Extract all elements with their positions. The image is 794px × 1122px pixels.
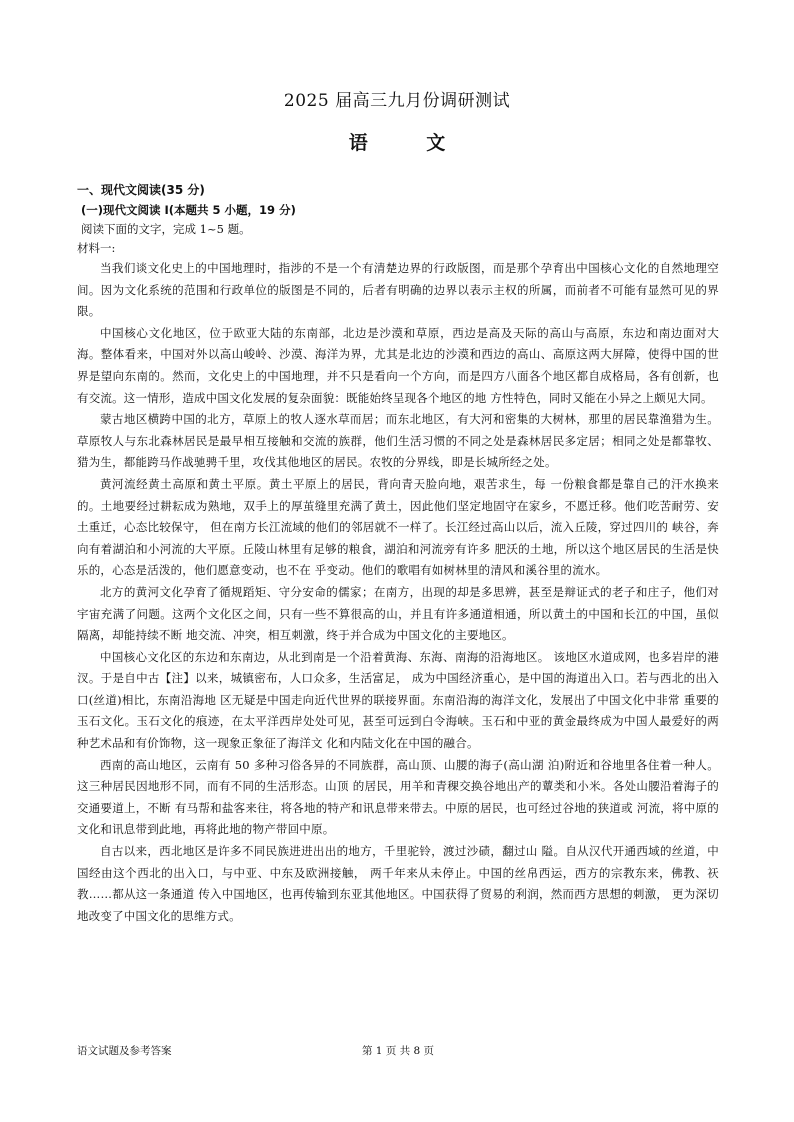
section-heading: 一、现代文阅读(35 分) (77, 183, 205, 197)
subsection-heading: (一)现代文阅读 I(本题共 5 小题，19 分) (81, 203, 296, 217)
exam-title: 2025 届高三九月份调研测试 (283, 91, 511, 111)
paragraph: 西南的高山地区，云南有 50 多种习俗各异的不同族群，高山顶、山腰的海子(高山湖 泊)附近和谷地里各住着一种人。这三种居民因地形不同，而有不同的生活形态。山顶 的居民，用羊和青稞交换谷地出产的蕈类和小米。各处山腰沿着海子的交通要道上，不断 有马帮和盐客来往，将各地的特产和讯息带来带去。中原的居民，也可经过谷地的狭道或 河流，将中原的文化和讯息带到此地，再将此地的物产带回中原。 (77, 757, 719, 837)
footer-doc-label: 语文试题及参考答案 (77, 1045, 172, 1057)
paragraph: 中国核心文化地区，位于欧亚大陆的东南部，北边是沙漠和草原，西边是高及天际的高山与高原，东边和南边面对大海。整体看来，中国对外以高山峻岭、沙漠、海洋为界，尤其是北边的沙漠和西边的高山、高原这两大屏障，使得中国的世界是望向东南的。然而，文化史上的中国地理，并不只是看向一个方向，而是四方八面各个地区都自成格局，各有创新，也有交流。这一情形，造成中国文化发展的复杂面貌：既能始终呈现各个地区的地 方性特色，同时又能在小异之上颇见大同。 (77, 325, 719, 405)
paragraph: 自古以来，西北地区是许多不同民族进进出出的地方，千里驼铃，渡过沙碛，翻过山 隘。自从汉代开通西域的丝道，中国经由这个西北的出入口，与中亚、中东及欧洲接触， 两千年来从未停止。中国的丝帛西运，西方的宗教东来，佛教、祆教……都从这一条通道 传入中国地区，也再传输到东亚其他地区。中国获得了贸易的利润，然而西方思想的刺激， 更为深切地改变了中国文化的思维方式。 (77, 844, 719, 923)
paragraph: 北方的黄河文化孕育了循规蹈矩、守分安命的儒家；在南方，出现的却是多思辨，甚至是辩证式的老子和庄子，他们对宇宙充满了问题。这两个文化区之间，只有一些不算很高的山，并且有许多通道相通，所以黄土的中国和长江的中国，虽似隔离，却能持续不断 地交流、冲突，相互刺激，终于并合成为中国文化的主要地区。 (77, 584, 719, 643)
paragraph: 黄河流经黄土高原和黄土平原。黄土平原上的居民，背向青天脸向地，艰苦求生，每 一份粮食都是靠自己的汗水换来的。土地要经过耕耘成为熟地，双手上的厚茧缝里充满了黄土，因此他们坚定地固守在家乡，不愿迁移。他们吃苦耐劳、安土重迁，心态比较保守， 但在南方长江流域的他们的邻居就不一样了。长江经过高山以后，流入丘陵，穿过四川的 峡谷，奔向有着湖泊和小河流的大平原。丘陵山林里有足够的粮食，湖泊和河流旁有许多 肥沃的土地，所以这个地区居民的生活是快乐的，心态是活泼的，他们愿意变动，也不在 乎变动。他们的歌唱有如树林里的清风和溪谷里的流水。 (77, 476, 719, 578)
main-content (77, 180, 719, 927)
instruction-text: 阅读下面的文字，完成 1~5 题。 (81, 222, 251, 236)
paragraph: 当我们谈文化史上的中国地理时，指涉的不是一个有清楚边界的行政版图，而是那个孕育出中国核心文化的自然地理空间。因为文化系统的范围和行政单位的版图是不同的，后者有明确的边界以表示主权的所属，而前者不可能有显然可见的界限。 (77, 261, 719, 319)
material-label: 材料一: (77, 241, 116, 255)
paragraph: 中国核心文化区的东边和东南边，从北到南是一个沿着黄海、东海、南海的沿海地区。 该地区水道成网，也多岩岸的港汊。于是自中古【注】以来，城镇密布，人口众多，生活富足， 成为中国经济重心，是中国的海道出入口。若与西北的出入口(丝道)相比，东南沿海地 区无疑是中国走向近代世界的联接界面。东南沿海的海洋文化，发展出了中国文化中非常 重要的玉石文化。玉石文化的痕迹，在太平洋西岸处处可见，甚至可远到白令海峡。玉石和中亚的黄金最终成为中国人最爱好的两种艺术品和有价饰物，这一现象正象征了海洋文 化和内陆文化在中国的融合。 (77, 649, 719, 751)
paragraph: 蒙古地区横跨中国的北方，草原上的牧人逐水草而居；而东北地区，有大河和密集的大树林，那里的居民靠渔猎为生。草原牧人与东北森林居民是最早相互接触和交流的族群，他们生活习惯的不同之处是森林居民多定居；相同之处是都靠牧、猎为生，都能跨马作战驰骋千里，攻伐其他地区的居民。农牧的分界线，即是长城所经之处。 (77, 412, 719, 470)
page-number: 第 1 页 共 8 页 (361, 1045, 435, 1057)
subject-title: 语 文 (348, 132, 472, 154)
